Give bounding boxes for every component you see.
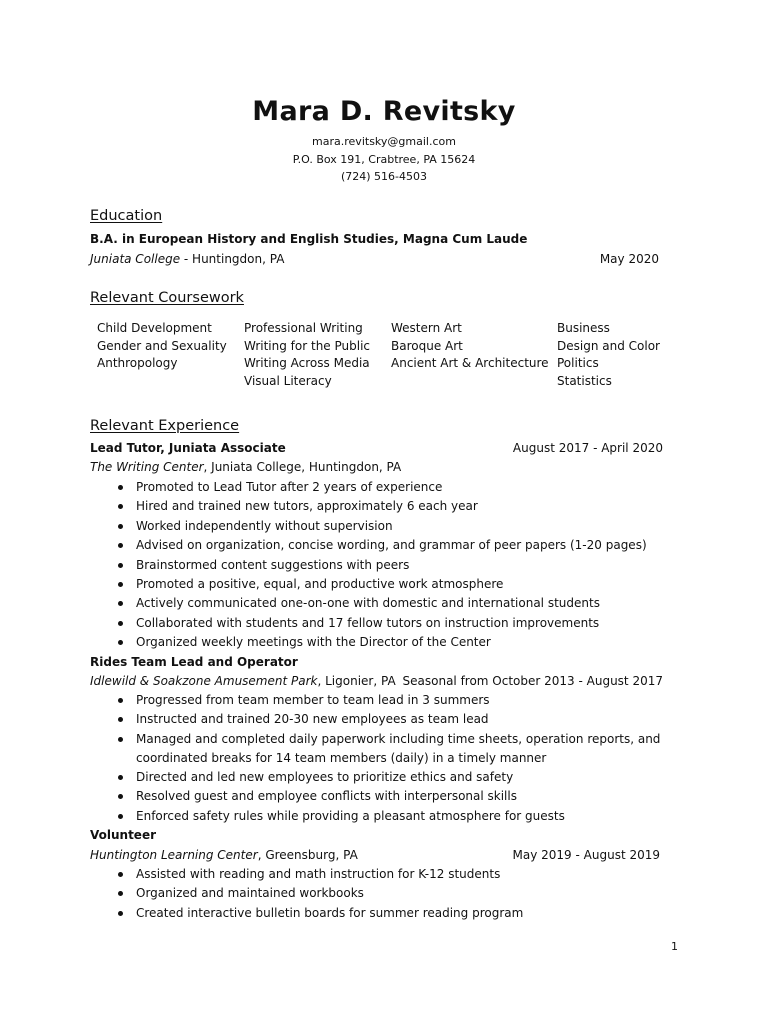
job-org-line [90, 848, 358, 862]
bullet-item: Created interactive bulletin boards for summer reading program [118, 904, 523, 923]
coursework-column-1 [97, 320, 227, 373]
job-dates: May 2019 - August 2019 [512, 848, 660, 862]
phone-text: (724) 516-4503 [340, 170, 428, 183]
degree-text: B.A. in European History and English Studies, Magna Cum Laude [90, 232, 528, 246]
bullet-item: Collaborated with students and 17 fellow tutors on instruction improvements [118, 614, 647, 633]
course-item: Western Art [391, 321, 462, 335]
bullet-item: Promoted to Lead Tutor after 2 years of experience [118, 478, 647, 497]
course-item: Politics [557, 356, 599, 370]
course-item: Anthropology [97, 356, 178, 370]
bullet-item: Organized and maintained workbooks [118, 884, 523, 903]
bullet-item: Brainstormed content suggestions with peers [118, 556, 647, 575]
course-item: Child Development [97, 321, 212, 335]
education-heading: Education [90, 208, 163, 224]
bullet-text: Managed and completed daily paperwork including time sheets, operation reports, and [136, 731, 661, 746]
job-location: , Ligonier, PA [317, 674, 396, 688]
course-item: Gender and Sexuality [97, 338, 227, 353]
job-org-line [90, 674, 396, 688]
address-text: P.O. Box 191, Crabtree, PA 15624 [292, 152, 476, 166]
course-item: Professional Writing [244, 321, 363, 335]
course-item: Baroque Art [391, 338, 463, 353]
bullet-item: Resolved guest and employee conflicts with interpersonal skills [118, 787, 660, 806]
course-item: Design and Color [557, 338, 660, 353]
bullet-item: Organized weekly meetings with the Director of the Center [118, 633, 647, 652]
resume-name: Mara D. Revitsky [252, 96, 516, 127]
course-item: Writing Across Media [244, 356, 370, 370]
page-number: 1 [671, 940, 678, 953]
bullet-item: Enforced safety rules while providing a pleasant atmosphere for guests [118, 807, 660, 826]
course-item: Statistics [557, 373, 612, 388]
bullet-item-multiline [118, 730, 660, 768]
course-item: Writing for the Public [244, 338, 371, 353]
job-location: , Greensburg, PA [257, 848, 358, 862]
email-text: mara.revitsky@gmail.com [312, 135, 456, 148]
job-org-line [90, 460, 401, 474]
bullet-item: Advised on organization, concise wording, and grammar of peer papers (1-20 pages) [118, 536, 647, 555]
bullet-item: Assisted with reading and math instruction for K-12 students [118, 865, 523, 884]
coursework-column-2 [244, 320, 370, 390]
job-org: Idlewild & Soakzone Amusement Park [90, 674, 318, 688]
job-bullet-list [118, 865, 523, 923]
job-dates: Seasonal from October 2013 - August 2017 [402, 674, 663, 688]
job-title: Volunteer [90, 828, 157, 842]
job-title: Rides Team Lead and Operator [90, 655, 298, 669]
bullet-item: Worked independently without supervision [118, 517, 647, 536]
bullet-item: Hired and trained new tutors, approximately 6 each year [118, 497, 647, 516]
course-item: Ancient Art & Architecture [391, 356, 549, 370]
education-school-line [90, 252, 284, 266]
coursework-column-3 [391, 320, 549, 373]
job-org: The Writing Center [90, 460, 204, 474]
bullet-item: Progressed from team member to team lead in 3 summers [118, 691, 660, 710]
bullet-text-continuation: coordinated breaks for 14 team members (daily) in a timely manner [136, 750, 547, 765]
course-item: Visual Literacy [244, 373, 332, 388]
bullet-item: Actively communicated one-on-one with domestic and international students [118, 594, 647, 613]
job-org: Huntington Learning Center [90, 848, 258, 862]
job-title: Lead Tutor, Juniata Associate [90, 441, 286, 455]
job-dates: August 2017 - April 2020 [512, 441, 663, 455]
contact-block [0, 133, 768, 186]
bullet-item: Promoted a positive, equal, and productive work atmosphere [118, 575, 647, 594]
job-bullet-list [118, 691, 660, 826]
job-location: , Juniata College, Huntingdon, PA [203, 460, 402, 474]
school-name: Juniata College [90, 252, 181, 266]
job-bullet-list [118, 478, 647, 653]
bullet-item: Directed and led new employees to prioritize ethics and safety [118, 768, 660, 787]
coursework-heading: Relevant Coursework [90, 290, 244, 306]
school-location: - Huntingdon, PA [180, 252, 285, 266]
bullet-item: Instructed and trained 20-30 new employees as team lead [118, 710, 660, 729]
experience-heading: Relevant Experience [90, 418, 240, 434]
education-date: May 2020 [599, 252, 659, 266]
course-item: Business [557, 321, 610, 335]
coursework-column-4 [557, 320, 660, 390]
